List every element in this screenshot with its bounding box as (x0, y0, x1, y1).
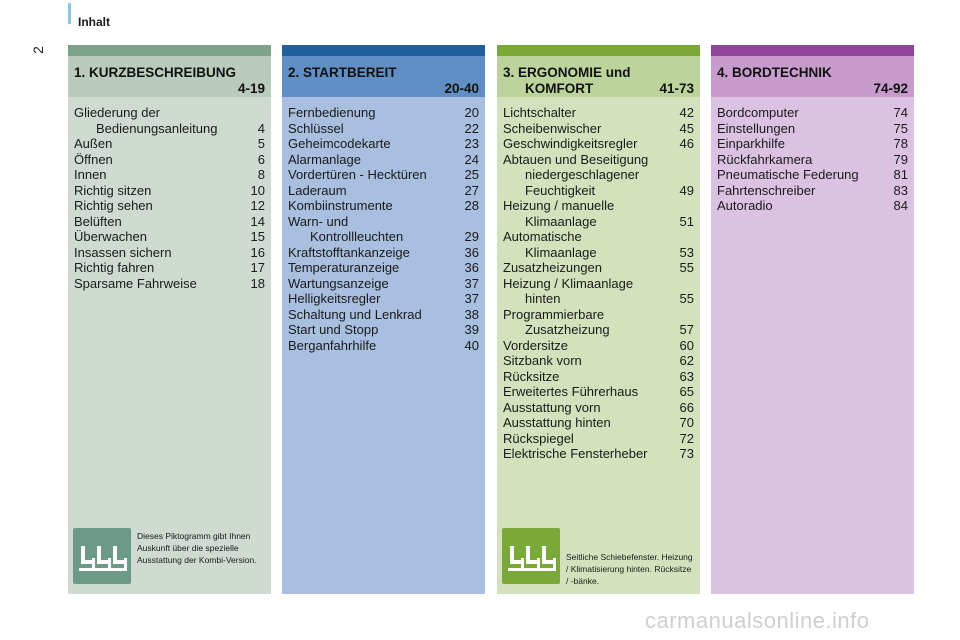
toc-entry[interactable] (717, 121, 908, 137)
toc-entry[interactable] (717, 136, 908, 152)
toc-entry[interactable] (503, 276, 694, 292)
toc-entry[interactable] (503, 431, 694, 447)
toc-entry-label: Innen (74, 167, 107, 182)
toc-entry-page: 23 (464, 136, 479, 151)
toc-entry-page: 40 (464, 337, 479, 353)
toc-entry[interactable] (288, 152, 479, 168)
toc-entry-page: 45 (679, 120, 694, 136)
toc-entry-label: Autoradio (717, 198, 773, 213)
toc-entry-label: Öffnen (74, 151, 113, 167)
section-title-line2: KOMFORT (525, 81, 594, 96)
toc-entry-label: Bedienungsanleitung (96, 120, 218, 136)
toc-entry[interactable] (74, 105, 265, 121)
toc-entry[interactable] (717, 152, 908, 168)
toc-entry[interactable] (503, 229, 694, 245)
toc-entry-page: 27 (464, 182, 479, 198)
toc-entry-page: 42 (679, 105, 694, 120)
toc-entry[interactable] (74, 152, 265, 168)
toc-entry-page: 81 (893, 167, 908, 182)
toc-entry-label: Geheimcodekarte (288, 136, 391, 151)
toc-entry-page: 22 (464, 120, 479, 136)
toc-entry-page: 17 (250, 260, 265, 275)
toc-list (74, 105, 265, 291)
toc-entry-page: 84 (893, 198, 908, 213)
toc-entry-label: Berganfahrhilfe (288, 337, 377, 353)
toc-entry-label: Erweitertes Führerhaus (503, 384, 639, 399)
toc-entry[interactable] (503, 214, 694, 230)
toc-entry-label: Kombiinstrumente (288, 198, 393, 213)
seats-pictogram-icon (73, 528, 131, 584)
toc-entry-page: 38 (464, 306, 479, 322)
section-header (68, 56, 271, 97)
toc-entry-label: Ausstattung hinten (503, 415, 611, 430)
toc-entry-page: 75 (893, 120, 908, 136)
toc-entry-label: Automatische (503, 229, 582, 244)
toc-entry-page: 65 (679, 384, 694, 399)
toc-entry-page: 20 (464, 105, 479, 120)
toc-entry-page: 53 (679, 244, 694, 260)
toc-entry-page: 37 (464, 291, 479, 306)
toc-entry-label: Zusatzheizung (525, 322, 610, 337)
toc-entry[interactable] (288, 136, 479, 152)
toc-entry-page: 63 (679, 368, 694, 384)
toc-entry-label: Elektrische Fensterheber (503, 446, 648, 461)
section-bordtechnik (711, 45, 914, 594)
toc-entry[interactable] (503, 183, 694, 199)
toc-entry-page: 37 (464, 275, 479, 291)
section-body (68, 97, 271, 594)
section-ergonomie-komfort (497, 45, 700, 594)
section-body (711, 97, 914, 594)
toc-entry[interactable] (74, 214, 265, 230)
toc-entry-page: 25 (464, 167, 479, 182)
toc-entry-label: Insassen sichern (74, 244, 172, 260)
toc-entry-label: Kontrollleuchten (310, 229, 404, 244)
toc-entry[interactable] (503, 369, 694, 385)
toc-entry-label: Gliederung der (74, 105, 160, 120)
toc-entry-page: 55 (679, 260, 694, 275)
toc-entry-label: Fernbedienung (288, 105, 376, 120)
toc-entry[interactable] (503, 121, 694, 137)
toc-entry[interactable] (288, 276, 479, 292)
section-body (282, 97, 485, 594)
toc-entry-label: Helligkeitsregler (288, 291, 381, 306)
toc-entry-page: 74 (893, 105, 908, 120)
toc-entry-label: Ausstattung vorn (503, 399, 601, 415)
toc-entry-label: Vordertüren - Hecktüren (288, 167, 427, 182)
toc-entry-page: 73 (679, 446, 694, 461)
section-stripe (282, 45, 485, 56)
toc-entry-label: Außen (74, 136, 113, 151)
section-pages: 74-92 (873, 81, 908, 96)
toc-entry-label: Überwachen (74, 229, 147, 244)
toc-entry[interactable] (288, 121, 479, 137)
toc-entry[interactable] (503, 291, 694, 307)
section-title: 4. BORDTECHNIK (717, 65, 832, 80)
toc-entry-page: 15 (250, 229, 265, 244)
toc-entry[interactable] (503, 245, 694, 261)
toc-entry-page: 28 (464, 198, 479, 213)
toc-entry[interactable] (288, 183, 479, 199)
toc-entry-page: 46 (679, 136, 694, 151)
toc-entry[interactable] (74, 183, 265, 199)
pictogram-note: Dieses Piktogramm gibt Ihnen Auskunft über die spezielle Ausstattung der Kombi-Version. (137, 531, 257, 565)
toc-entry-label: Fahrtenschreiber (717, 182, 816, 198)
toc-entry[interactable] (717, 198, 908, 214)
toc-entry-page: 36 (464, 260, 479, 275)
toc-entry-label: Heizung / manuelle (503, 198, 615, 213)
toc-entry[interactable] (74, 167, 265, 183)
toc-entry-page: 6 (257, 151, 265, 167)
toc-entry-label: Schaltung und Lenkrad (288, 306, 422, 322)
section-header (497, 56, 700, 97)
toc-entry-label: Belüften (74, 213, 122, 229)
page-number: 2 (29, 46, 46, 54)
toc-entry-label: Zusatzheizungen (503, 260, 603, 275)
toc-entry[interactable] (717, 105, 908, 121)
section-pages: 20-40 (444, 81, 479, 96)
toc-list (288, 105, 479, 353)
toc-entry[interactable] (288, 245, 479, 261)
toc-entry[interactable] (288, 322, 479, 338)
toc-entry[interactable] (74, 229, 265, 245)
toc-entry-label: Sparsame Fahrweise (74, 275, 197, 291)
page-title: Inhalt (78, 15, 110, 29)
section-stripe (68, 45, 271, 56)
toc-entry-label: Bordcomputer (717, 105, 799, 120)
toc-entry-label: Warn- und (288, 213, 349, 229)
toc-entry[interactable] (503, 353, 694, 369)
toc-entry-label: Rückfahrkamera (717, 151, 813, 167)
section-kurzbeschreibung (68, 45, 271, 594)
toc-entry[interactable] (503, 136, 694, 152)
toc-entry-label: Sitzbank vorn (503, 353, 582, 368)
toc-entry[interactable] (74, 121, 265, 137)
section-header (711, 56, 914, 97)
toc-entry-label: Vordersitze (503, 337, 569, 353)
toc-entry-page: 16 (250, 244, 265, 260)
toc-entry-page: 14 (250, 213, 265, 229)
toc-entry-label: Klimaanlage (525, 244, 597, 260)
section-pages: 41-73 (659, 81, 694, 96)
toc-entry-page: 51 (679, 213, 694, 229)
section-header (282, 56, 485, 97)
toc-entry-label: Schlüssel (288, 120, 344, 136)
toc-entry-page: 29 (464, 229, 479, 244)
toc-entry[interactable] (503, 198, 694, 214)
toc-entry-page: 4 (257, 120, 265, 136)
toc-entry-label: Heizung / Klimaanlage (503, 275, 634, 291)
toc-entry[interactable] (288, 198, 479, 214)
toc-entry[interactable] (503, 105, 694, 121)
toc-entry[interactable] (288, 167, 479, 183)
toc-list (717, 105, 908, 214)
toc-entry-page: 10 (250, 182, 265, 198)
toc-entry[interactable] (717, 183, 908, 199)
toc-entry[interactable] (503, 446, 694, 462)
toc-list (503, 105, 694, 462)
toc-entry-page: 12 (250, 198, 265, 213)
section-title: 2. STARTBEREIT (288, 65, 397, 80)
section-pages: 4-19 (237, 81, 265, 96)
toc-entry-page: 18 (250, 275, 265, 291)
toc-entry[interactable] (288, 260, 479, 276)
toc-entry-page: 55 (679, 291, 694, 306)
toc-entry-label: Rücksitze (503, 368, 560, 384)
toc-entry-label: Einstellungen (717, 120, 796, 136)
toc-entry-label: Geschwindigkeitsregler (503, 136, 638, 151)
toc-entry-label: Richtig sehen (74, 198, 153, 213)
toc-entry-label: Scheibenwischer (503, 120, 602, 136)
toc-entry-page: 49 (679, 182, 694, 198)
toc-entry-label: Klimaanlage (525, 213, 597, 229)
toc-entry-label: Laderaum (288, 182, 347, 198)
toc-entry[interactable] (503, 400, 694, 416)
toc-entry-page: 78 (893, 136, 908, 151)
toc-entry[interactable] (288, 105, 479, 121)
section-stripe (497, 45, 700, 56)
toc-entry-page: 57 (679, 322, 694, 337)
toc-entry[interactable] (503, 307, 694, 323)
toc-entry-label: Richtig sitzen (74, 182, 152, 198)
toc-entry-label: Lichtschalter (503, 105, 576, 120)
toc-entry-label: Richtig fahren (74, 260, 155, 275)
toc-entry[interactable] (503, 152, 694, 168)
toc-entry[interactable] (503, 322, 694, 338)
toc-entry[interactable] (717, 167, 908, 183)
toc-entry[interactable] (288, 229, 479, 245)
toc-entry[interactable] (288, 291, 479, 307)
pictogram-note: Seitliche Schiebefenster. Heizung / Klimatisierung hinten. Rücksitze / -bänke. (566, 552, 693, 586)
toc-entry-page: 79 (893, 151, 908, 167)
toc-entry[interactable] (74, 276, 265, 292)
toc-entry[interactable] (503, 260, 694, 276)
toc-entry-page: 83 (893, 182, 908, 198)
toc-entry-page: 60 (679, 337, 694, 353)
header-accent-bar (68, 3, 71, 24)
toc-entry-page: 72 (679, 430, 694, 446)
toc-entry-label: hinten (525, 291, 561, 306)
toc-entry-label: Pneumatische Federung (717, 167, 859, 182)
toc-entry-label: Wartungsanzeige (288, 275, 389, 291)
section-title: 1. KURZBESCHREIBUNG (74, 65, 237, 80)
toc-entry[interactable] (74, 245, 265, 261)
toc-entry-label: Einparkhilfe (717, 136, 785, 151)
toc-entry[interactable] (503, 167, 694, 183)
toc-entry-page: 5 (257, 136, 265, 151)
toc-entry[interactable] (288, 338, 479, 354)
toc-entry-label: Temperaturanzeige (288, 260, 400, 275)
watermark: carmanualsonline.info (645, 608, 870, 633)
toc-entry-label: Alarmanlage (288, 151, 361, 167)
section-startbereit (282, 45, 485, 594)
toc-entry[interactable] (288, 214, 479, 230)
toc-entry[interactable] (74, 260, 265, 276)
toc-entry[interactable] (74, 136, 265, 152)
toc-entry-page: 24 (464, 151, 479, 167)
toc-entry[interactable] (288, 307, 479, 323)
toc-entry-label: Feuchtigkeit (525, 182, 596, 198)
toc-entry-label: Kraftstofftankanzeige (288, 244, 410, 260)
toc-entry-label: niedergeschlagener (525, 167, 640, 182)
section-stripe (711, 45, 914, 56)
toc-entry-page: 62 (679, 353, 694, 368)
section-title: 3. ERGONOMIE und (503, 65, 631, 80)
seats-pictogram-icon (502, 528, 560, 584)
toc-entry-label: Rückspiegel (503, 430, 574, 446)
toc-entry-page: 70 (679, 415, 694, 430)
toc-entry-label: Programmierbare (503, 306, 605, 322)
toc-entry-label: Abtauen und Beseitigung (503, 151, 649, 167)
toc-entry-page: 66 (679, 399, 694, 415)
toc-entry[interactable] (503, 384, 694, 400)
toc-entry-page: 36 (464, 244, 479, 260)
toc-entry[interactable] (74, 198, 265, 214)
toc-entry[interactable] (503, 338, 694, 354)
section-body (497, 97, 700, 594)
toc-entry[interactable] (503, 415, 694, 431)
toc-entry-page: 39 (464, 322, 479, 337)
toc-entry-page: 8 (257, 167, 265, 182)
toc-entry-label: Start und Stopp (288, 322, 379, 337)
